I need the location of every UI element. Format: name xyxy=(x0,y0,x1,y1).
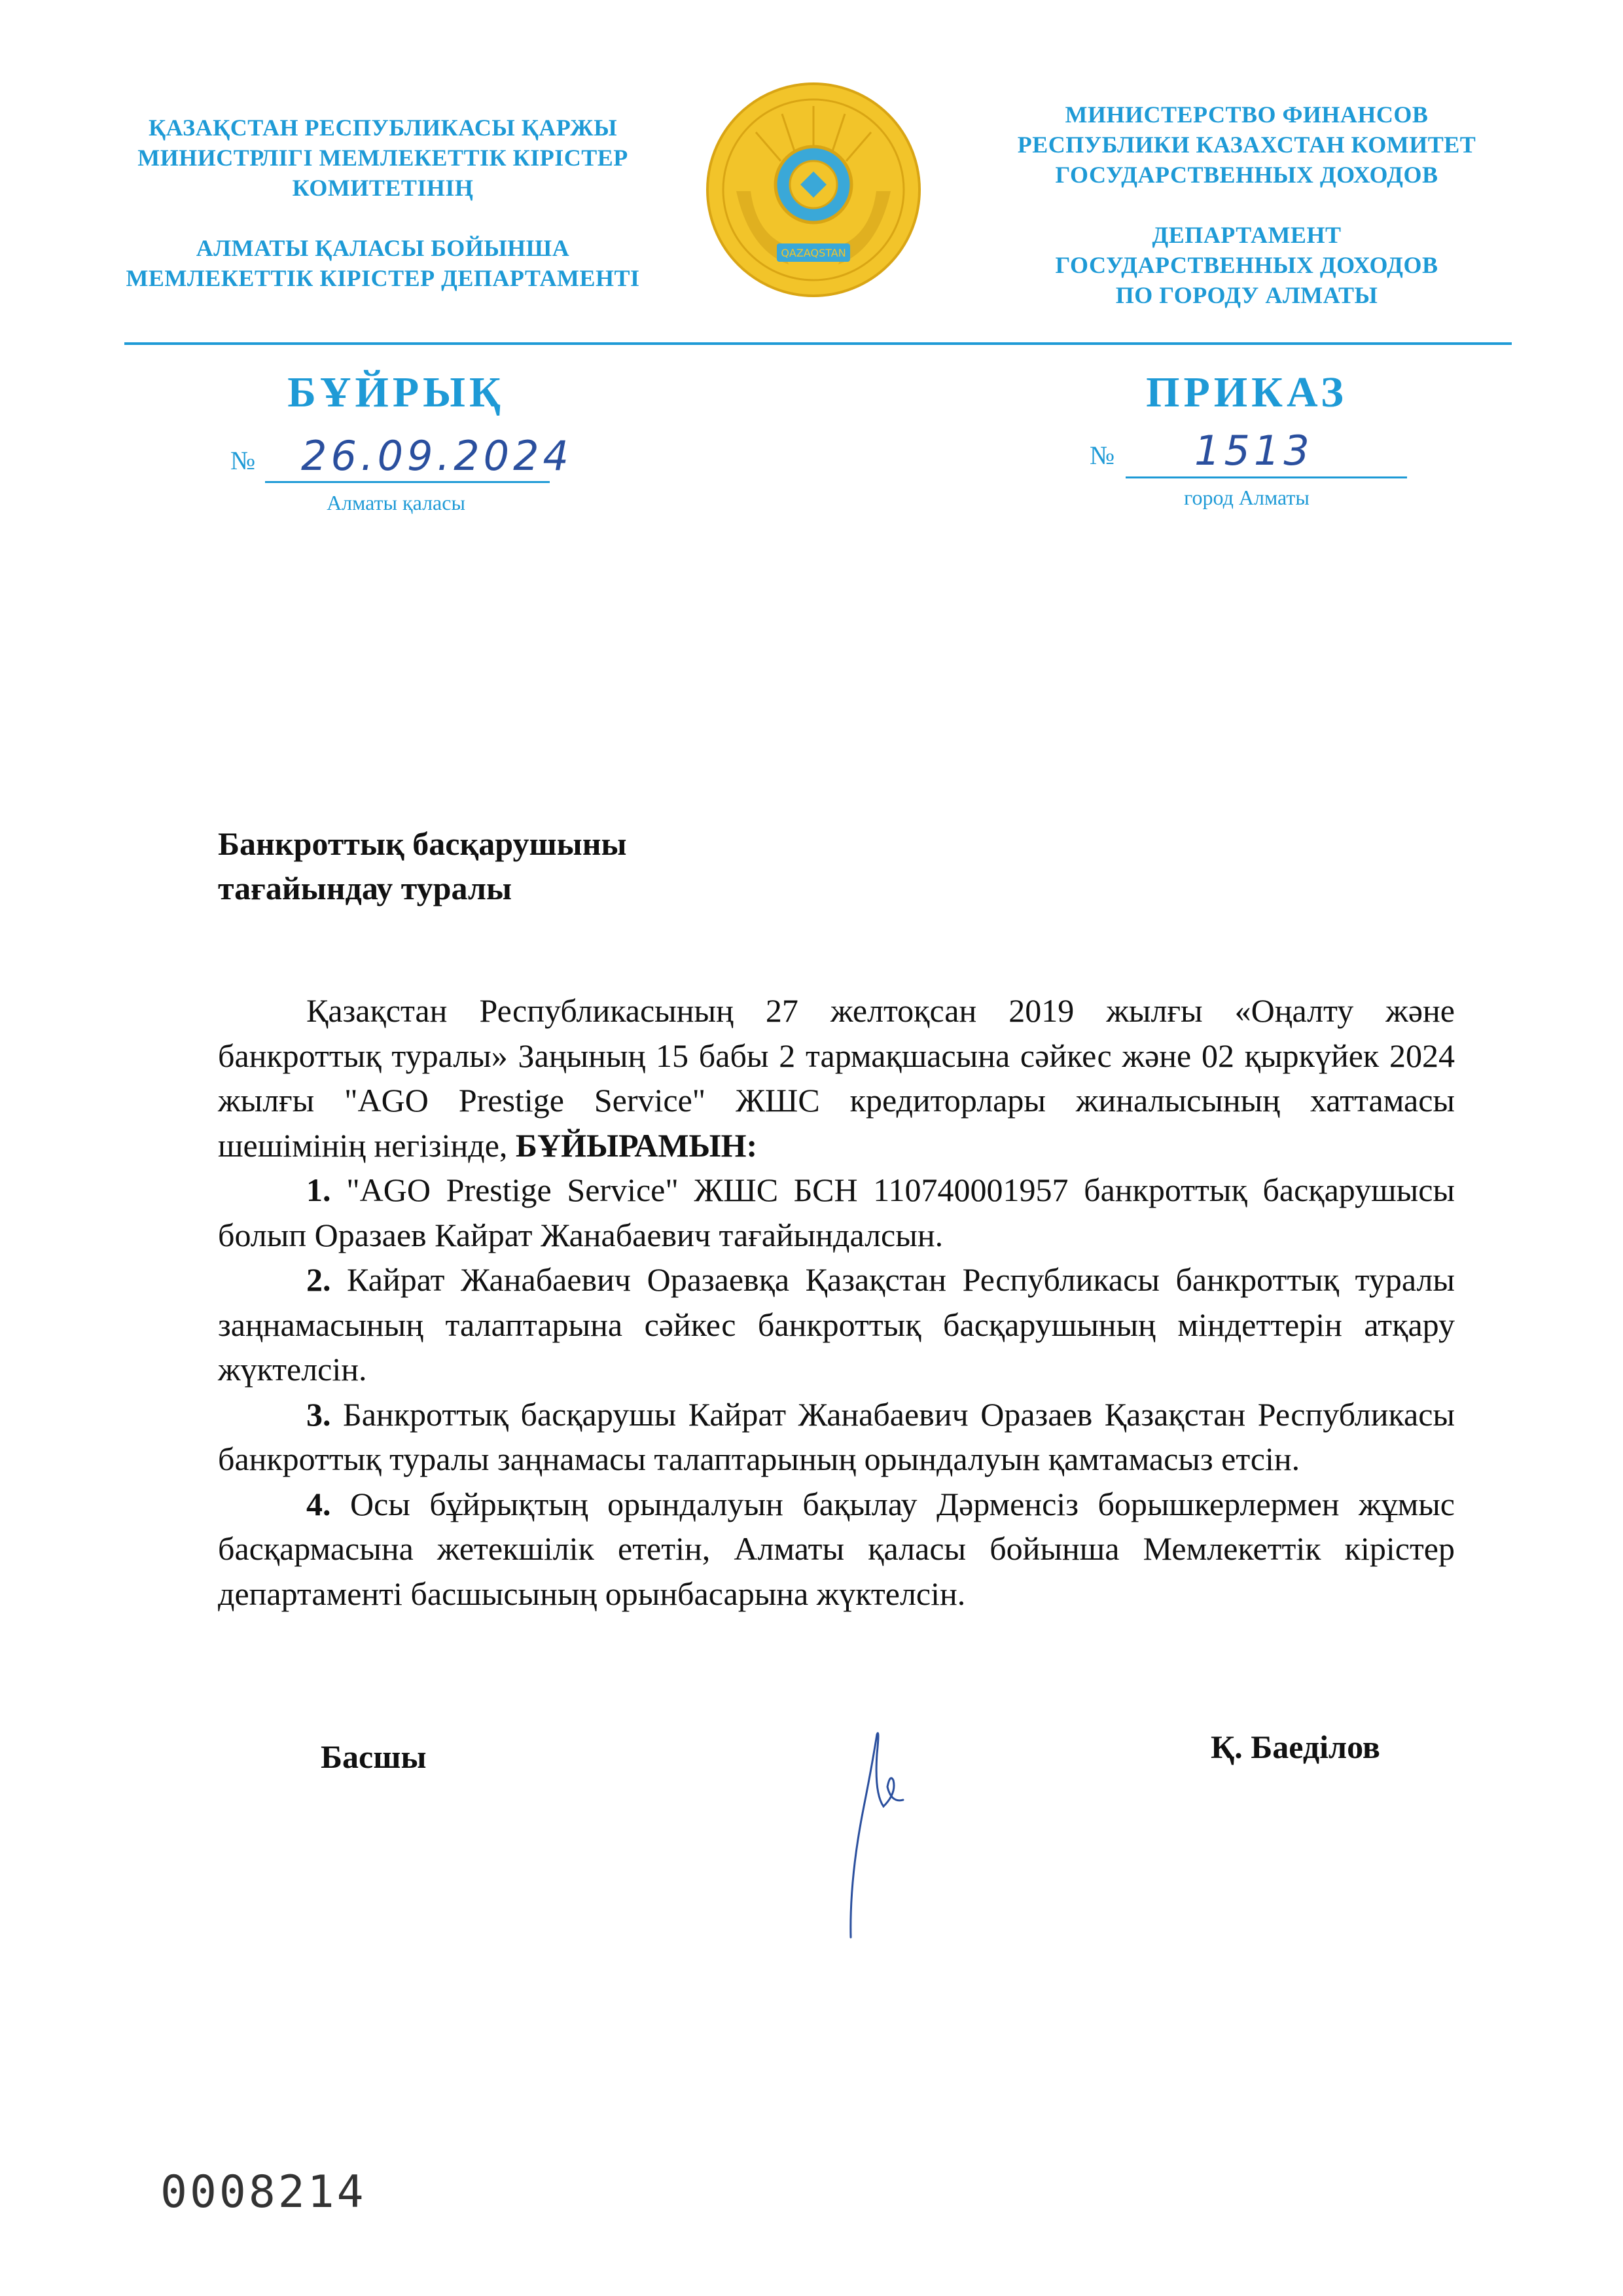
serial-number: 0008214 xyxy=(160,2166,366,2218)
body-item xyxy=(218,1257,1455,1392)
handwritten-date: 26.09.2024 xyxy=(301,432,573,480)
state-emblem-icon xyxy=(704,80,923,300)
header-right-line: ДЕПАРТАМЕНТ xyxy=(1152,222,1342,248)
header-left-line: МИНИСТРЛІГІ МЕМЛЕКЕТТІК КІРІСТЕР xyxy=(137,145,628,171)
order-keyword: БҰЙЫРАМЫН: xyxy=(515,1126,758,1164)
header-left-line: АЛМАТЫ ҚАЛАСЫ БОЙЫНША xyxy=(196,235,570,261)
header-right-line: ГОСУДАРСТВЕННЫХ ДОХОДОВ xyxy=(1055,162,1438,188)
item-number: 2. xyxy=(306,1261,331,1298)
header-right-line: РЕСПУБЛИКИ КАЗАХСТАН КОМИТЕТ xyxy=(1017,132,1476,158)
signatory-position: Басшы xyxy=(321,1738,427,1775)
body-item xyxy=(218,1482,1455,1617)
header-left-line: МЕМЛЕКЕТТІК КІРІСТЕР ДЕПАРТАМЕНТІ xyxy=(126,265,640,291)
number-sign-left: № xyxy=(230,446,256,475)
item-text: "AGO Prestige Service" ЖШС БСН 110740001957 банкроттық басқарушысы болып Оразаев Кайрат Жанабаевич тағайындалсын. xyxy=(218,1172,1455,1253)
city-kz: Алматы қаласы xyxy=(327,491,465,514)
item-number: 1. xyxy=(306,1172,331,1208)
header-left-block xyxy=(98,113,668,293)
header-right-line: ГОСУДАРСТВЕННЫХ ДОХОДОВ xyxy=(1055,252,1438,278)
number-sign-right: № xyxy=(1090,440,1115,470)
body-item xyxy=(218,1168,1455,1257)
header-right-line: МИНИСТЕРСТВО ФИНАНСОВ xyxy=(1065,101,1429,128)
order-title-kz: БҰЙРЫҚ xyxy=(287,368,505,416)
item-number: 4. xyxy=(306,1485,331,1522)
subject-line: тағайындау туралы xyxy=(218,870,512,906)
intro-text: Қазақстан Республикасының 27 желтоқсан 2019 жылғы «Оңалту және банкроттық туралы» Заңының 15 бабы 2 тармақшасына сәйкес және 02 қыркүйек 2024 жылғы "AGO Prestige Service" ЖШС кредиторлары жиналысының хаттамасы шешімінің негізінде, xyxy=(218,992,1455,1164)
handwritten-number: 1513 xyxy=(1194,427,1313,475)
body-item xyxy=(218,1392,1455,1482)
document-body xyxy=(218,988,1455,1616)
city-ru: город Алматы xyxy=(1184,486,1310,509)
signatory-name: Қ. Баеділов xyxy=(1211,1729,1380,1765)
order-title-ru: ПРИКАЗ xyxy=(1146,368,1347,416)
header-left-line: ҚАЗАҚСТАН РЕСПУБЛИКАСЫ ҚАРЖЫ xyxy=(148,115,618,141)
subject-line: Банкроттық басқарушыны xyxy=(218,825,627,862)
item-text: Кайрат Жанабаевич Оразаевқа Қазақстан Республикасы банкроттық туралы заңнамасының талаптарына сәйкес банкроттық басқарушының міндеттерін атқару жүктелсін. xyxy=(218,1261,1455,1388)
header-left-line: КОМИТЕТІНІҢ xyxy=(292,175,474,201)
header-divider xyxy=(124,342,1512,345)
item-number: 3. xyxy=(306,1395,331,1433)
item-text: Осы бұйрықтың орындалуын бақылау Дәрменсіз борышкерлермен жұмыс басқармасына жетекшілік ететін, Алматы қаласы бойынша Мемлекеттік кірістер департаменті басшысының орынбасарына жүктелсін. xyxy=(218,1485,1455,1612)
header-right-block xyxy=(969,99,1525,310)
emblem-text: QAZAQSTAN xyxy=(781,247,846,259)
header-right-line: ПО ГОРОДУ АЛМАТЫ xyxy=(1115,282,1378,308)
item-text: Банкроттық басқарушы Кайрат Жанабаевич Оразаев Қазақстан Республикасы банкроттық туралы заңнамасы талаптарының орындалуын қамтамасыз етсін. xyxy=(218,1395,1455,1477)
body-paragraph xyxy=(218,988,1455,1168)
handwritten-signature xyxy=(831,1715,936,1950)
document-subject xyxy=(218,821,807,910)
